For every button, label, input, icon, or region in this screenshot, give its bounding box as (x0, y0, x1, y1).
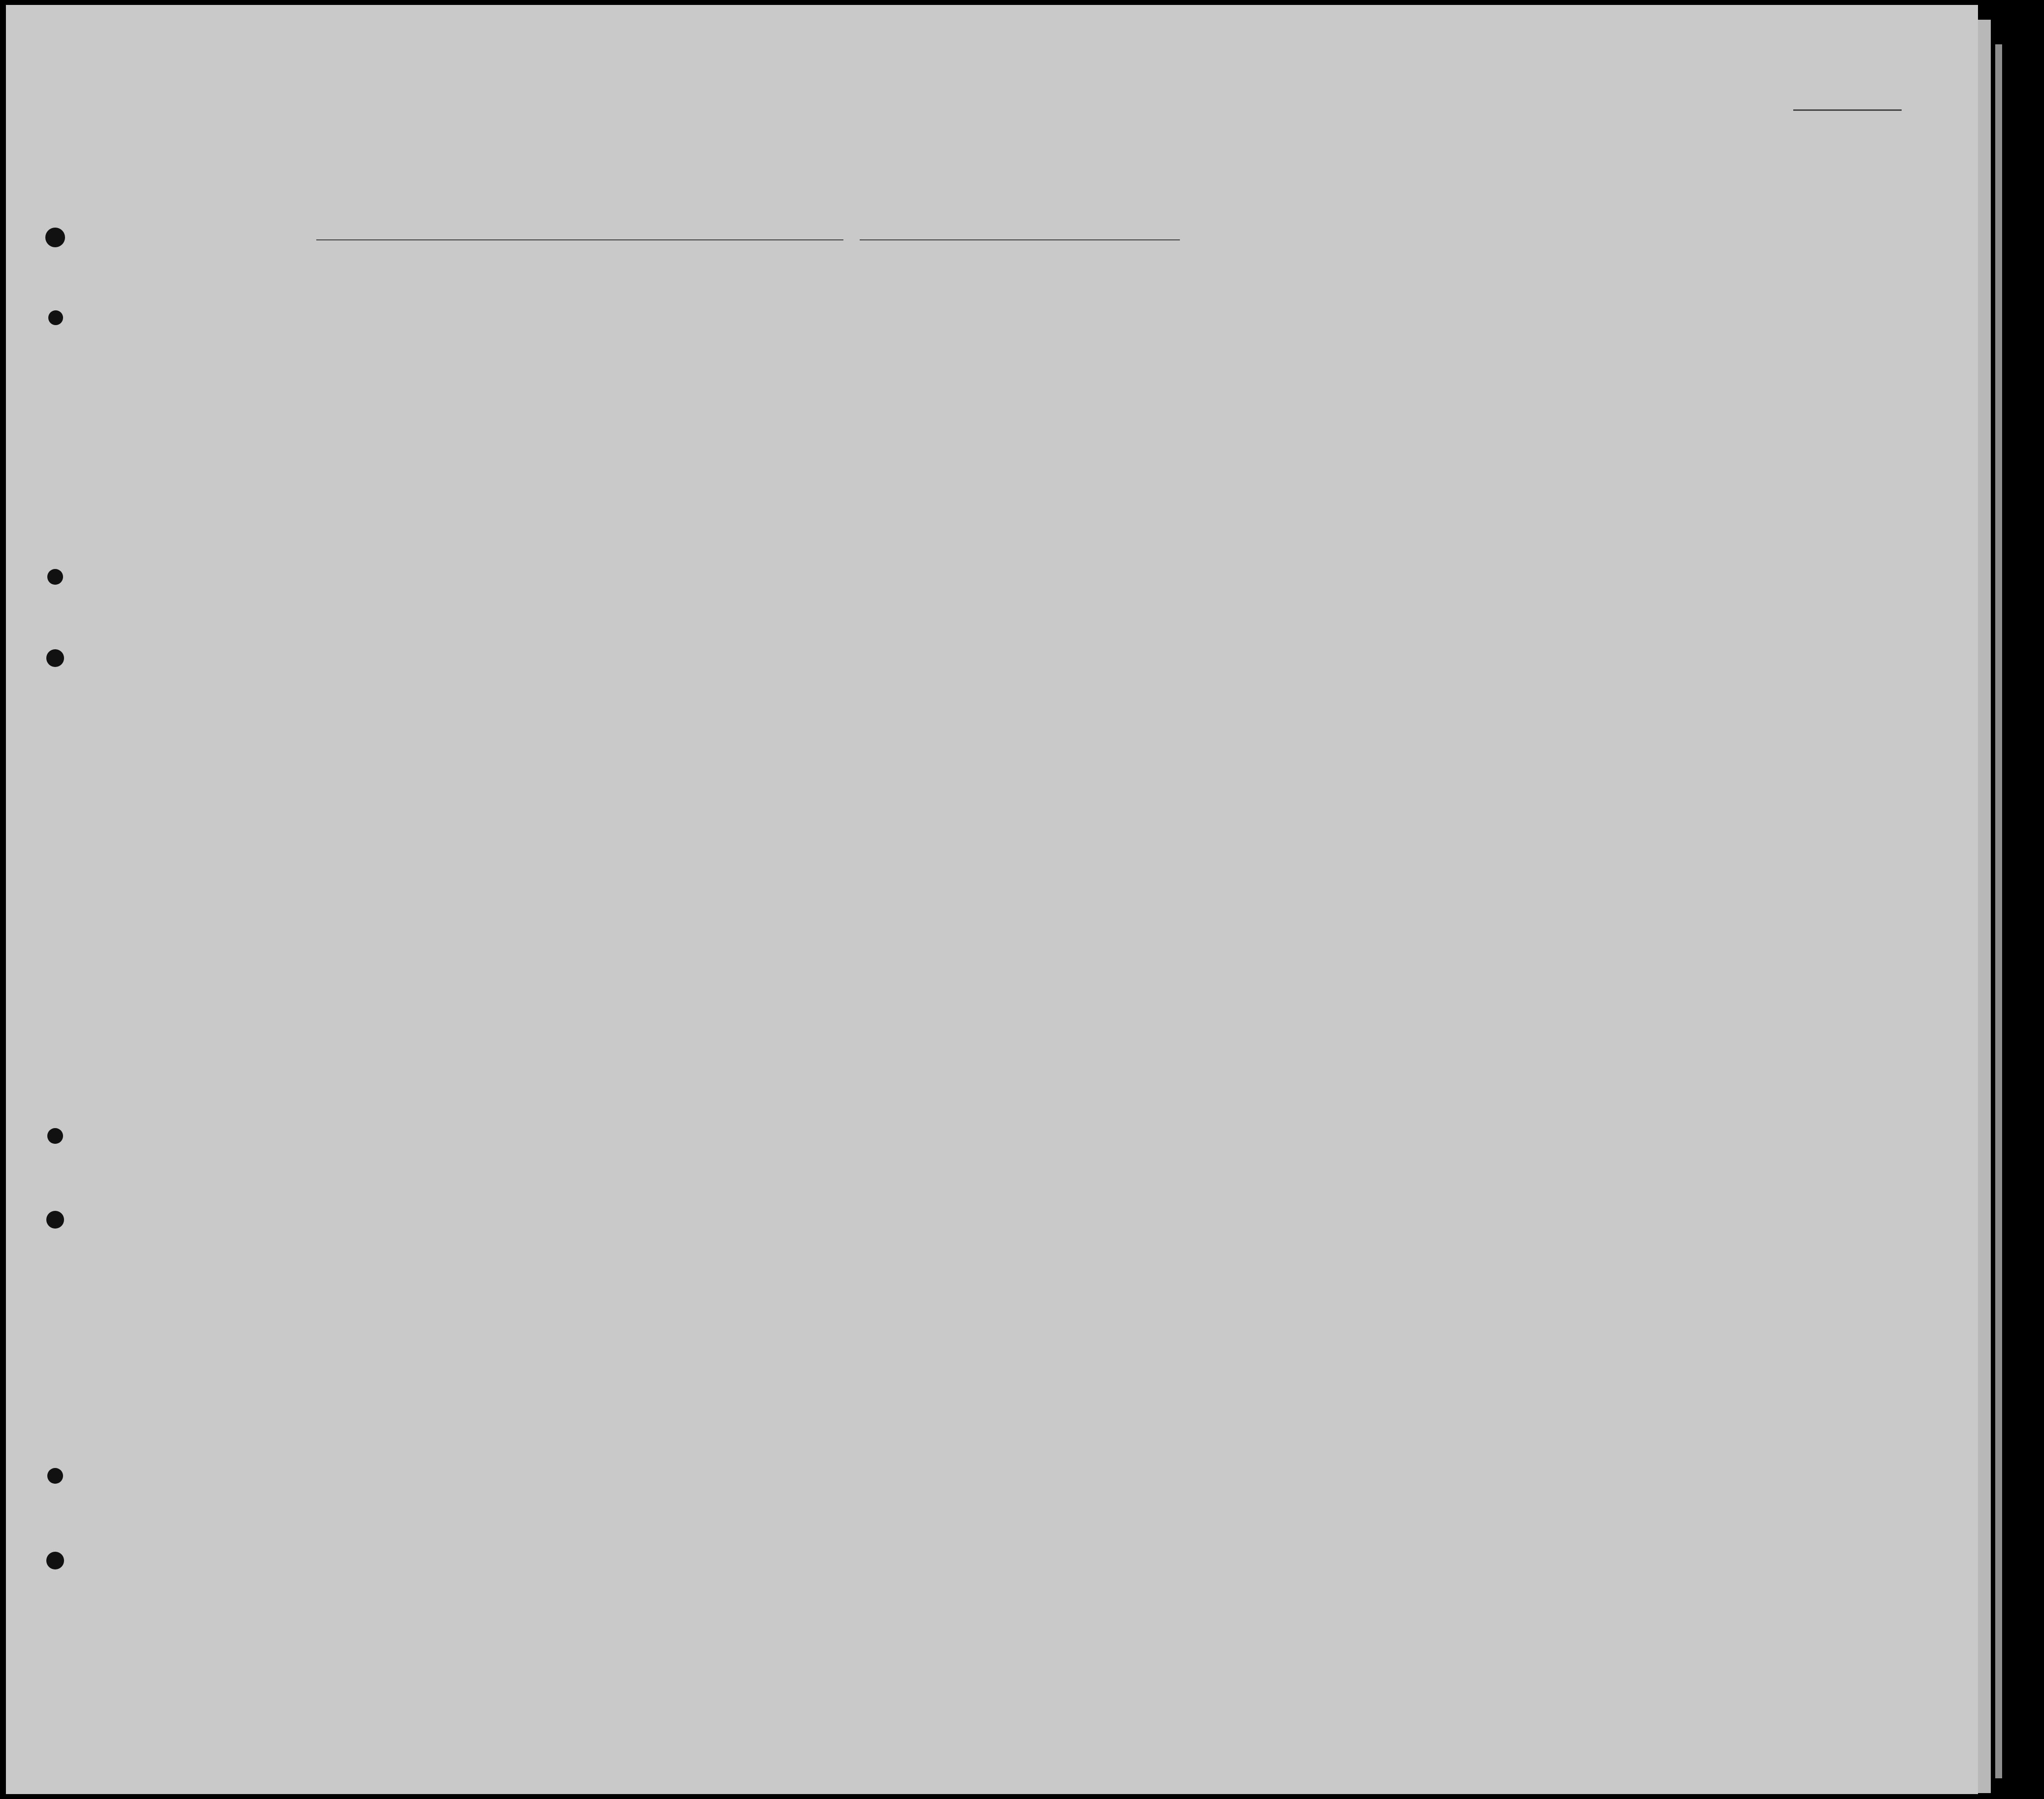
date-underline (860, 239, 1180, 240)
port-underline (316, 239, 843, 240)
list-underline (1793, 109, 1902, 111)
